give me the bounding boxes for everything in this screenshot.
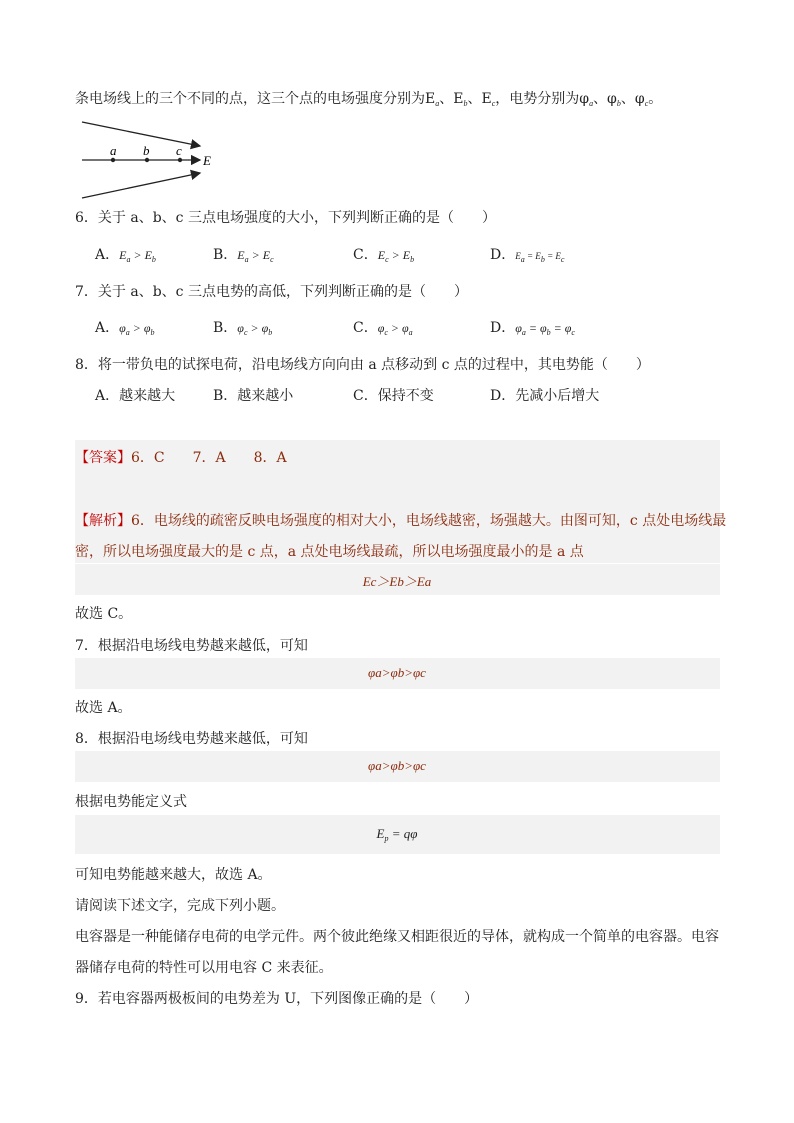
q6-option-b[interactable]: B．$E_a > E_c$: [213, 247, 274, 264]
analysis-line-2: 密，所以电场强度最大的是 c 点，a 点处电场线最疏，所以电场强度最小的是 a 点: [75, 544, 584, 560]
point-a: [111, 158, 115, 162]
q6-option-d[interactable]: D．Ea = Eb = Ec: [490, 247, 565, 264]
q9-stem: 9．若电容器两极板间的电势差为 U，下列图像正确的是（ ）: [75, 991, 479, 1007]
analysis-tag: 【解析】: [75, 513, 131, 529]
lower-field-line: [82, 173, 200, 198]
q6-option-a[interactable]: A．$E_a > E_b$: [95, 247, 156, 264]
q6-option-c[interactable]: C．$E_c > E_b$: [353, 247, 415, 264]
q7-option-c[interactable]: C．$\varphi_c > \varphi_a$: [353, 320, 413, 337]
q7-analysis: 7．根据沿电场线电势越来越低，可知: [75, 638, 308, 654]
label-b: b: [143, 143, 150, 158]
q7-option-d[interactable]: D．$\varphi_a = \varphi_b = \varphi_c$: [490, 320, 575, 337]
field-lines-figure: [78, 115, 228, 205]
equation-4: $E_p = q\varphi$: [376, 826, 418, 843]
intro-line: 条电场线上的三个不同的点，这三个点的电场强度分别为$E_a$、$E_b$、$E_c$，电势分别为$\varphi_a$、$\varphi_b$、$\varphi_c$。: [75, 91, 663, 108]
q8-analysis: 8．根据沿电场线电势越来越低，可知: [75, 731, 308, 747]
q6-stem: 6．关于 a、b、c 三点电场强度的大小，下列判断正确的是（ ）: [75, 210, 496, 226]
q7-option-b[interactable]: B．$\varphi_c > \varphi_b$: [213, 320, 273, 337]
answer-text: 6．C 7．A 8．A: [131, 450, 287, 466]
choose-7: 故选 A。: [75, 700, 132, 716]
equation-1: Ec＞Eb＞Ea: [362, 574, 432, 589]
equation-3: φa>φb>φc: [368, 758, 426, 773]
q8-option-c[interactable]: C．保持不变: [353, 388, 434, 404]
point-b: [145, 158, 149, 162]
capacitor-paragraph-1: 电容器是一种能储存电荷的电学元件。两个彼此绝缘又相距很近的导体，就构成一个简单的电容器。电容: [75, 929, 719, 945]
conclusion-line: 可知电势能越来越大，故选 A。: [75, 867, 272, 883]
label-c: c: [176, 143, 182, 158]
q8-stem: 8．将一带负电的试探电荷，沿电场线方向向由 a 点移动到 c 点的过程中，其电势能（ ）: [75, 357, 650, 373]
answer-tag: 【答案】: [75, 450, 131, 466]
q8-option-b[interactable]: B．越来越小: [213, 388, 294, 404]
upper-field-line: [82, 122, 200, 146]
q8-option-a[interactable]: A．越来越大: [95, 388, 176, 404]
equation-2: φa>φb>φc: [368, 665, 426, 680]
capacitor-paragraph-2: 器储存电荷的特性可以用电容 C 来表征。: [75, 960, 333, 976]
choose-6: 故选 C。: [75, 606, 133, 622]
q7-stem: 7．关于 a、b、c 三点电势的高低，下列判断正确的是（ ）: [75, 284, 468, 300]
q7-option-a[interactable]: A．$\varphi_a > \varphi_b$: [95, 320, 155, 337]
analysis-line-1: 【解析】6．电场线的疏密反映电场强度的相对大小，电场线越密，场强越大。由图可知，c 点处电场线最: [75, 513, 727, 529]
definition-line: 根据电势能定义式: [75, 794, 187, 810]
q8-option-d[interactable]: D．先减小后增大: [490, 388, 600, 404]
label-E: E: [203, 153, 211, 168]
reading-instruction: 请阅读下述文字，完成下列小题。: [75, 898, 285, 914]
intro-text: 条电场线上的三个不同的点，这三个点的电场强度分别为E: [75, 91, 436, 107]
point-c: [178, 158, 182, 162]
answer-line: [75, 447, 287, 467]
label-a: a: [110, 143, 117, 158]
